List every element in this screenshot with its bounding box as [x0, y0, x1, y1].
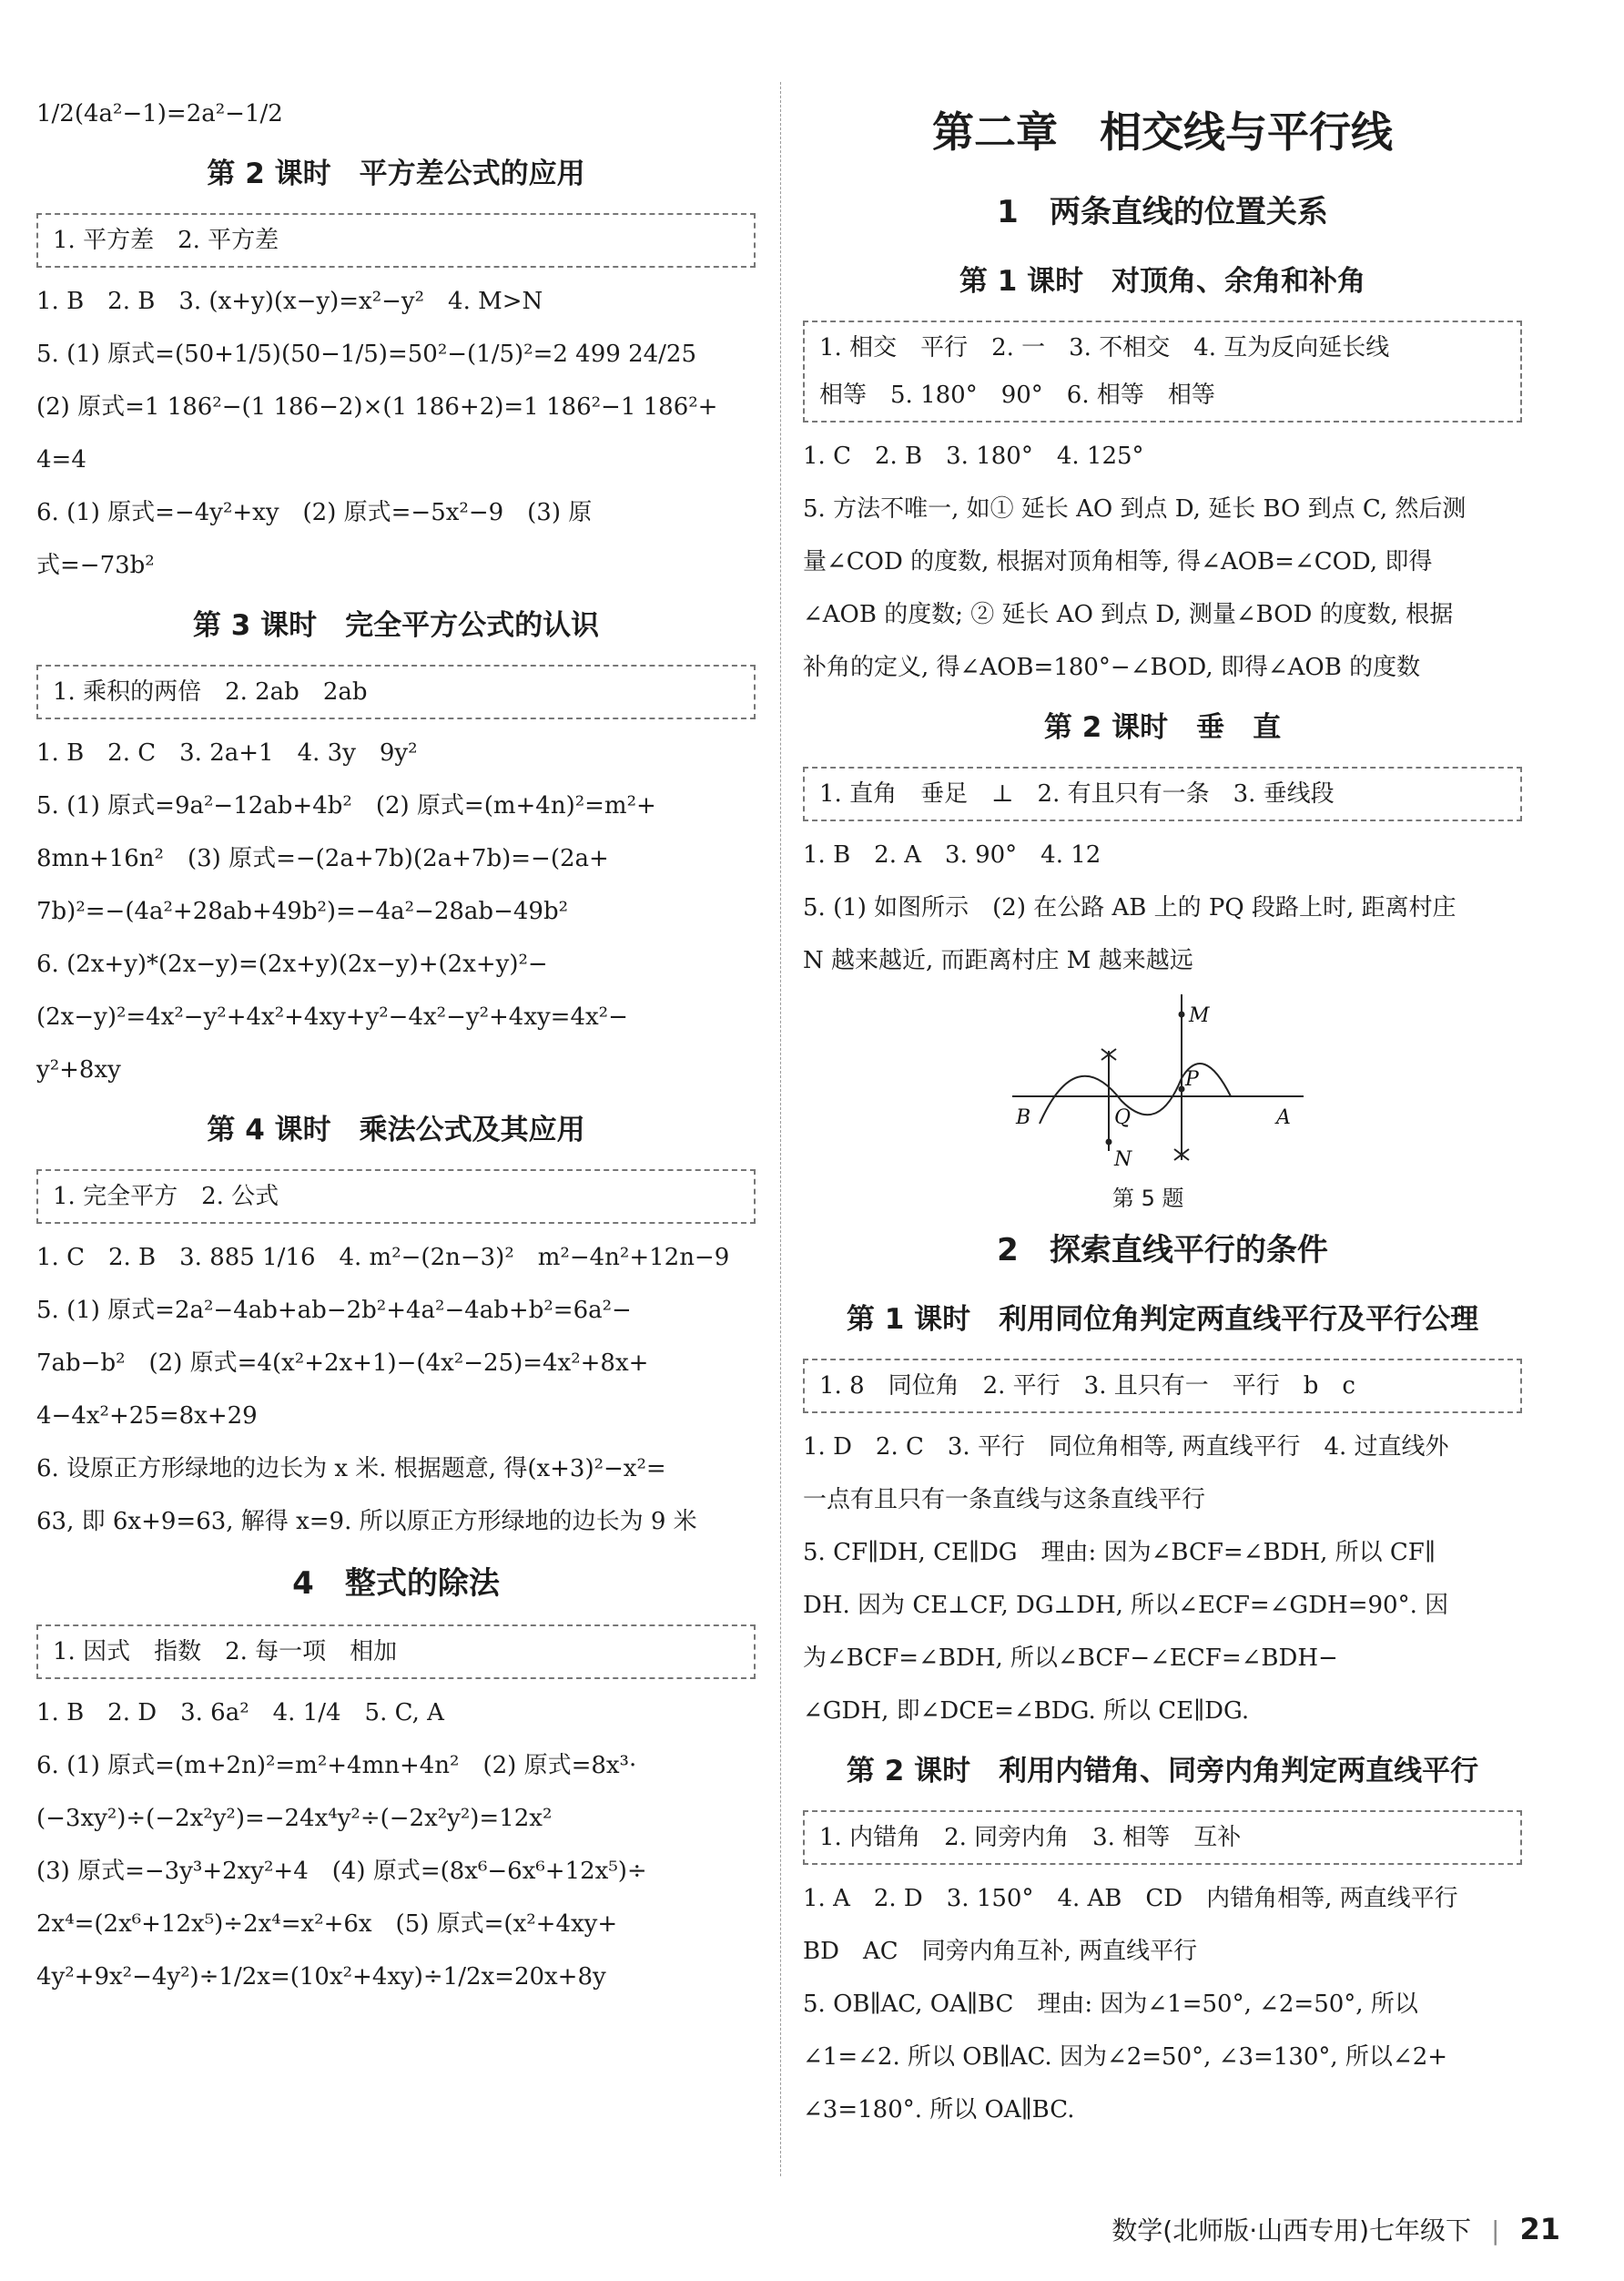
box-answer-line: 1. 完全平方 2. 公式 [53, 1183, 279, 1210]
answer-line: DH. 因为 CE⊥CF, DG⊥DH, 所以∠ECF=∠GDH=90°. 因 [803, 1592, 1449, 1619]
answer-line: 1. B 2. C 3. 2a+1 4. 3y 9y² [36, 739, 418, 767]
lesson-heading: 第 2 课时 利用内错角、同旁内角判定两直线平行 [846, 1755, 1479, 1787]
label-N: N [1114, 1148, 1132, 1171]
answer-line: 6. (2x+y)*(2x−y)=(2x+y)(2x−y)+(2x+y)²− [36, 951, 548, 978]
answer-line: 1. B 2. D 3. 6a² 4. 1/4 5. C, A [36, 1699, 444, 1726]
answer-line: 8mn+16n² (3) 原式=−(2a+7b)(2a+7b)=−(2a+ [36, 845, 609, 872]
answer-line: ∠1=∠2. 所以 OB∥AC. 因为∠2=50°, ∠3=130°, 所以∠2+ [803, 2043, 1448, 2071]
point-dot-1 [1179, 1012, 1185, 1018]
construction-arc [1040, 1064, 1231, 1124]
lesson-heading: 第 1 课时 对顶角、余角和补角 [959, 265, 1366, 298]
fill-in-answer-box [36, 665, 756, 719]
fill-in-answer-box [803, 1359, 1522, 1413]
answer-line: 1. A 2. D 3. 150° 4. AB CD 内错角相等, 两直线平行 [803, 1885, 1458, 1912]
answer-line: (2) 原式=1 186²−(1 186−2)×(1 186+2)=1 186²−1 186²+ [36, 393, 718, 421]
answer-line: 5. (1) 如图所示 (2) 在公路 AB 上的 PQ 段路上时, 距离村庄 [803, 894, 1457, 922]
answer-line: N 越来越近, 而距离村庄 M 越来越远 [803, 947, 1193, 974]
box-answer-line: 1. 8 同位角 2. 平行 3. 且只有一 平行 b c [819, 1372, 1355, 1400]
answer-line: 一点有且只有一条直线与这条直线平行 [803, 1486, 1206, 1513]
answer-line: y²+8xy [36, 1056, 121, 1084]
lesson-heading: 第 1 课时 利用同位角判定两直线平行及平行公理 [846, 1303, 1479, 1336]
answer-line: 4y²+9x²−4y²)÷1/2x=(10x²+4xy)÷1/2x=20x+8y [36, 1963, 606, 1991]
box-answer-line: 1. 相交 平行 2. 一 3. 不相交 4. 互为反向延长线 [819, 334, 1390, 361]
geometry-diagram [1003, 987, 1331, 1178]
answer-line: 1. C 2. B 3. 180° 4. 125° [803, 443, 1144, 470]
answer-line: (3) 原式=−3y³+2xy²+4 (4) 原式=(8x⁶−6x⁶+12x⁵)÷ [36, 1858, 647, 1885]
page-number: 21 [1519, 2212, 1560, 2246]
chapter-title: 第二章 相交线与平行线 [932, 107, 1393, 157]
answer-line: 5. (1) 原式=9a²−12ab+4b² (2) 原式=(m+4n)²=m²+ [36, 792, 656, 820]
page-footer [1111, 2211, 1560, 2247]
fill-in-answer-box [803, 767, 1522, 821]
answer-line: 5. OB∥AC, OA∥BC 理由: 因为∠1=50°, ∠2=50°, 所以 [803, 1991, 1418, 2018]
label-P: P [1185, 1068, 1199, 1091]
answer-line: 4−4x²+25=8x+29 [36, 1402, 258, 1430]
point-dot-2 [1106, 1139, 1112, 1146]
answer-line: 式=−73b² [36, 552, 155, 579]
answer-line: ∠3=180°. 所以 OA∥BC. [803, 2096, 1075, 2123]
answer-line: 1. D 2. C 3. 平行 同位角相等, 两直线平行 4. 过直线外 [803, 1433, 1449, 1461]
label-A: A [1276, 1106, 1291, 1129]
fill-in-answer-box [36, 213, 756, 268]
point-dot-3 [1179, 1086, 1185, 1093]
answer-line: ∠AOB 的度数; ② 延长 AO 到点 D, 测量∠BOD 的度数, 根据 [803, 601, 1454, 628]
fill-in-answer-box [803, 1810, 1522, 1865]
answer-line: (2x−y)²=4x²−y²+4x²+4xy+y²−4x²−y²+4xy=4x²− [36, 1003, 628, 1031]
answer-line: 6. (1) 原式=(m+2n)²=m²+4mn+4n² (2) 原式=8x³· [36, 1752, 637, 1779]
answer-line: 补角的定义, 得∠AOB=180°−∠BOD, 即得∠AOB 的度数 [803, 654, 1421, 681]
answer-line: ∠GDH, 即∠DCE=∠BDG. 所以 CE∥DG. [803, 1697, 1250, 1725]
section-heading: 4 整式的除法 [292, 1565, 500, 1602]
answer-line: 1. C 2. B 3. 885 1/16 4. m²−(2n−3)² m²−4n²+12n−9 [36, 1244, 730, 1271]
answer-line: 63, 即 6x+9=63, 解得 x=9. 所以原正方形绿地的边长为 9 米 [36, 1508, 697, 1535]
answer-line: 1. B 2. B 3. (x+y)(x−y)=x²−y² 4. M>N [36, 288, 543, 315]
label-Q: Q [1114, 1106, 1132, 1129]
box-answer-line: 1. 直角 垂足 ⊥ 2. 有且只有一条 3. 垂线段 [819, 780, 1335, 808]
answer-line: 2x⁴=(2x⁶+12x⁵)÷2x⁴=x²+6x (5) 原式=(x²+4xy+ [36, 1910, 618, 1938]
lesson-heading: 第 2 课时 平方差公式的应用 [207, 158, 585, 190]
answer-line: 1/2(4a²−1)=2a²−1/2 [36, 100, 283, 127]
answer-line: 量∠COD 的度数, 根据对顶角相等, 得∠AOB=∠COD, 即得 [803, 548, 1433, 575]
lesson-heading: 第 4 课时 乘法公式及其应用 [207, 1114, 585, 1146]
answer-line: (−3xy²)÷(−2x²y²)=−24x⁴y²÷(−2x²y²)=12x² [36, 1805, 553, 1832]
box-answer-line: 1. 因式 指数 2. 每一项 相加 [53, 1638, 398, 1665]
right-column [803, 87, 1522, 2136]
answer-line: 7ab−b² (2) 原式=4(x²+2x+1)−(4x²−25)=4x²+8x+ [36, 1349, 649, 1377]
label-M: M [1189, 1004, 1210, 1027]
answer-line: 6. 设原正方形绿地的边长为 x 米. 根据题意, 得(x+3)²−x²= [36, 1455, 666, 1482]
lesson-heading: 第 3 课时 完全平方公式的认识 [192, 609, 600, 642]
box-answer-line: 相等 5. 180° 90° 6. 相等 相等 [819, 382, 1215, 409]
column-divider [780, 82, 781, 2176]
answer-line: 5. (1) 原式=(50+1/5)(50−1/5)=50²−(1/5)²=2 499 24/25 [36, 341, 696, 368]
answer-line: 5. (1) 原式=2a²−4ab+ab−2b²+4a²−4ab+b²=6a²− [36, 1297, 632, 1324]
answer-line: 5. 方法不唯一, 如① 延长 AO 到点 D, 延长 BO 到点 C, 然后测 [803, 495, 1467, 523]
footer-subject: 数学(北师版·山西专用)七年级下 [1111, 2215, 1472, 2245]
figure-q5 [803, 987, 1522, 1215]
fill-in-answer-box [803, 321, 1522, 423]
left-column [36, 87, 756, 2003]
footer-separator: | [1491, 2215, 1500, 2245]
fill-in-answer-box [36, 1169, 756, 1224]
box-answer-line: 1. 平方差 2. 平方差 [53, 227, 279, 254]
answer-line: 6. (1) 原式=−4y²+xy (2) 原式=−5x²−9 (3) 原 [36, 499, 593, 526]
figure-caption: 第 5 题 [1112, 1186, 1184, 1211]
answer-line: 4=4 [36, 446, 86, 474]
box-answer-line: 1. 内错角 2. 同旁内角 3. 相等 互补 [819, 1824, 1242, 1851]
section-heading: 1 两条直线的位置关系 [997, 194, 1328, 230]
fill-in-answer-box [36, 1624, 756, 1679]
answer-line: 7b)²=−(4a²+28ab+49b²)=−4a²−28ab−49b² [36, 898, 569, 925]
answer-line: 5. CF∥DH, CE∥DG 理由: 因为∠BCF=∠BDH, 所以 CF∥ [803, 1539, 1436, 1566]
section-heading: 2 探索直线平行的条件 [997, 1232, 1328, 1268]
answer-line: 为∠BCF=∠BDH, 所以∠BCF−∠ECF=∠BDH− [803, 1645, 1338, 1672]
lesson-heading: 第 2 课时 垂 直 [1043, 711, 1282, 744]
answer-line: BD AC 同旁内角互补, 两直线平行 [803, 1938, 1198, 1965]
box-answer-line: 1. 乘积的两倍 2. 2ab 2ab [53, 678, 368, 706]
answer-line: 1. B 2. A 3. 90° 4. 12 [803, 841, 1101, 869]
label-B: B [1016, 1106, 1031, 1129]
